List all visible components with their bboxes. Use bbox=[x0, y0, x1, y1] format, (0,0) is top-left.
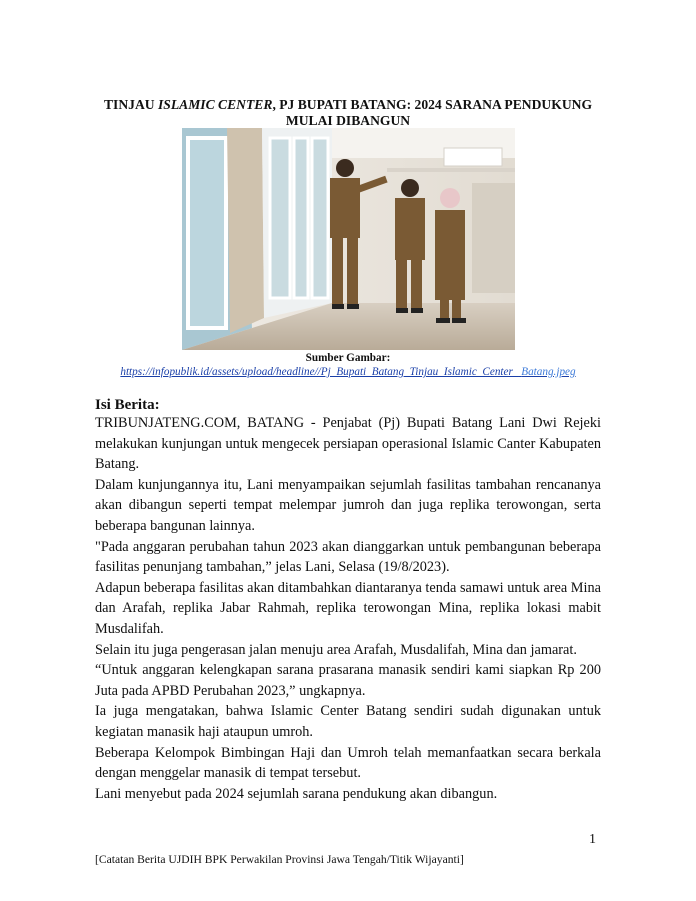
article-paragraph: Selain itu juga pengerasan jalan menuju area Arafah, Musdalifah, Mina dan jamarat. bbox=[95, 641, 577, 658]
article-paragraph: Adapun beberapa fasilitas akan ditambahkan diantaranya tenda samawi untuk area Mina dan Arafah, replika Jabar Rahmah, replika terowongan Mina, replika lokasi mabit Musdalifah. bbox=[95, 579, 601, 637]
title-line-1 bbox=[95, 97, 601, 113]
article-paragraph: “Untuk anggaran kelengkapan sarana prasarana manasik sendiri kami siapkan Rp 200 Juta pada APBD Perubahan 2023,” ungkapnya. bbox=[95, 662, 601, 699]
article-paragraph: "Pada anggaran perubahan tahun 2023 akan dianggarkan untuk pembangunan beberapa fasilitas penunjang tambahan,” jelas Lani, Selasa (19/8/2023). bbox=[95, 538, 601, 576]
image-source-link[interactable] bbox=[90, 365, 606, 379]
image-source-url-tail: Batang.jpeg bbox=[521, 366, 576, 378]
page-footer: [Catatan Berita UJDIH BPK Perwakilan Provinsi Jawa Tengah/Titik Wijayanti] bbox=[95, 853, 464, 866]
image-source-url: https://infopublik.id/assets/upload/headline//Pj_Bupati_Batang_Tinjau_Islamic_Center_ bbox=[120, 366, 519, 378]
page-number: 1 bbox=[589, 832, 596, 847]
article-paragraph: Lani menyebut pada 2024 sejumlah sarana pendukung akan dibangun. bbox=[95, 785, 498, 802]
article-paragraph: Beberapa Kelompok Bimbingan Haji dan Umroh telah memanfaatkan secara berkala dengan menggelar manasik di tempat tersebut. bbox=[95, 744, 601, 782]
title-italic: ISLAMIC CENTER bbox=[157, 97, 273, 112]
article-paragraph: Ia juga mengatakan, bahwa Islamic Center Batang sendiri sudah digunakan untuk kegiatan manasik haji ataupun umroh. bbox=[95, 703, 601, 740]
title-prefix: TINJAU bbox=[103, 97, 158, 112]
image-caption bbox=[90, 351, 606, 379]
article-paragraph: TRIBUNJATENG.COM, BATANG - Penjabat (Pj) Bupati Batang Lani Dwi Rejeki melakukan kunjungan untuk mengecek persiapan operasional Islamic Canter Kabupaten Batang. bbox=[95, 415, 601, 473]
news-photo bbox=[182, 128, 515, 350]
news-photo-illustration bbox=[182, 128, 515, 350]
article-paragraph: Dalam kunjungannya itu, Lani menyampaikan sejumlah fasilitas tambahan rencananya akan dibangun seperti tempat melempar jumroh dan juga replika terowongan, serta beberapa bangunan lainnya. bbox=[95, 476, 601, 534]
article-title bbox=[95, 97, 601, 129]
title-line-2: MULAI DIBANGUN bbox=[285, 113, 411, 128]
title-suffix: , PJ BUPATI BATANG: 2024 SARANA PENDUKUNG bbox=[272, 97, 593, 112]
section-heading: Isi Berita: bbox=[95, 397, 160, 413]
image-source-label: Sumber Gambar: bbox=[305, 352, 391, 364]
article-body bbox=[95, 413, 601, 804]
